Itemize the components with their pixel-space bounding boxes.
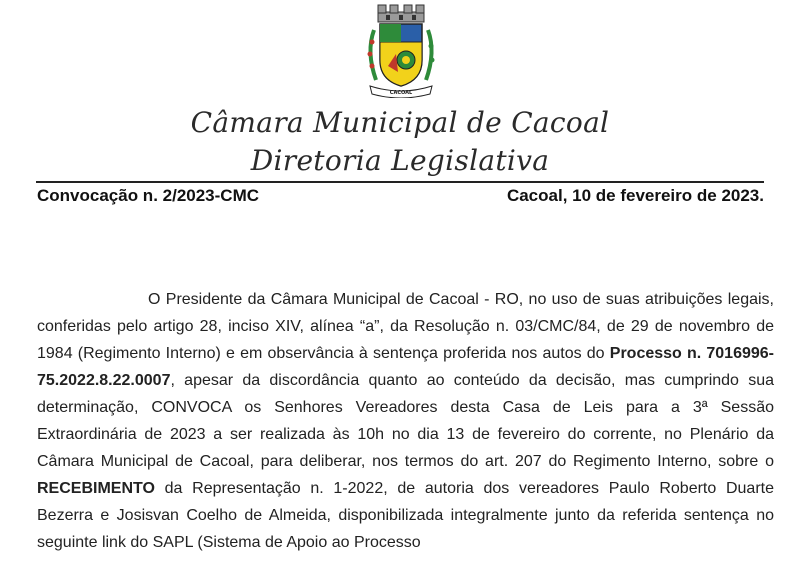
body-text-part-2: , apesar da discordância quanto ao conteúdo da decisão, mas cumprindo sua determinação, CONVOCA os Senhores Vereadores desta Casa de Leis para a 3ª Sessão Extraordinária de 2023 a ser realizada às 10h no dia 13 de fevereiro do corrente, no Plenário da Câmara Municipal de Cacoal, para deliberar, nos termos do art. 207 do Regimento Interno, sobre o	[37, 372, 774, 470]
leaf-branch-icon	[426, 30, 435, 80]
municipal-coat-of-arms	[360, 2, 442, 98]
department-name: Diretoria Legislativa	[250, 144, 550, 177]
mural-crown-icon	[378, 5, 424, 22]
body-text-part-1: O Presidente da Câmara Municipal de Cacoal - RO, no uso de suas atribuições legais, conferidas pelo artigo 28, inciso XIV, alínea “a”, da Resolução n. 03/CMC/84, de 29 de novembro de 1984 (Regimento Interno) e em observância à sentença proferida nos autos do	[37, 291, 774, 362]
header-divider	[36, 181, 764, 183]
place-and-date: Cacoal, 10 de fevereiro de 2023.	[506, 186, 764, 205]
shield-icon	[380, 24, 422, 86]
receipt-keyword: RECEBIMENTO	[37, 480, 155, 497]
process-number: Processo n. 7016996-75.2022.8.22.0007	[37, 345, 775, 389]
body-paragraph	[37, 286, 774, 556]
coffee-branch-icon	[368, 30, 377, 80]
document-body	[37, 286, 774, 556]
crest-banner-text: CACOAL	[389, 90, 413, 96]
body-text-part-3: da Representação n. 1-2022, de autoria dos vereadores Paulo Roberto Duarte Bezerra e Josisvan Coelho de Almeida, disponibilizada integralmente junto da referida sentença no seguinte link do SAPL (Sistema de Apoio ao Processo	[37, 480, 774, 551]
institution-name: Câmara Municipal de Cacoal	[190, 106, 610, 139]
convocation-number: Convocação n. 2/2023-CMC	[37, 186, 260, 205]
